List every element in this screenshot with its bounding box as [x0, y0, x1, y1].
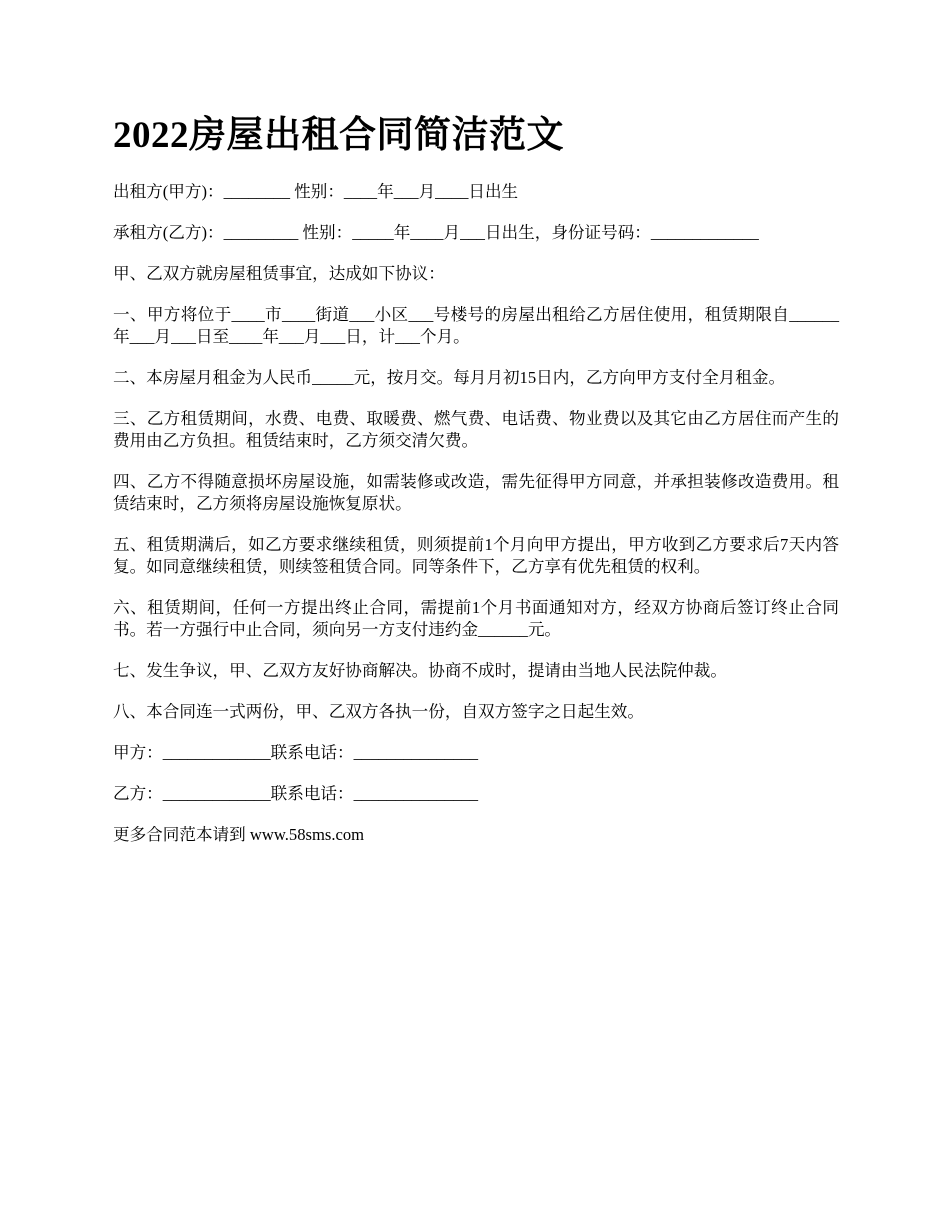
clause-8: 八、本合同连一式两份，甲、乙双方各执一份，自双方签字之日起生效。	[113, 702, 644, 721]
clause-3: 三、乙方租赁期间，水费、电费、取暖费、燃气费、电话费、物业费以及其它由乙方居住而产生的费用由乙方负担。租赁结束时，乙方须交清欠费。	[113, 409, 839, 450]
clause-5: 五、租赁期满后，如乙方要求继续租赁，则须提前1个月向甲方提出，甲方收到乙方要求后7天内答复。如同意继续租赁，则续签租赁合同。同等条件下，乙方享有优先租赁的权利。	[113, 535, 839, 576]
lessor-info: 出租方(甲方)：________ 性别：____年___月____日出生	[113, 182, 519, 201]
party-b-signature: 乙方：_____________联系电话：_______________	[113, 784, 479, 803]
clause-2: 二、本房屋月租金为人民币_____元，按月交。每月月初15日内，乙方向甲方支付全月租金。	[113, 368, 786, 387]
clause-7: 七、发生争议，甲、乙双方友好协商解决。协商不成时，提请由当地人民法院仲裁。	[113, 661, 727, 680]
document-title: 2022房屋出租合同简洁范文	[113, 115, 564, 156]
clause-1: 一、甲方将位于____市____街道___小区___号楼号的房屋出租给乙方居住使用，租赁期限自______年___月___日至____年___月___日，计___个月。	[113, 305, 839, 346]
agreement-intro: 甲、乙双方就房屋租赁事宜，达成如下协议：	[113, 264, 445, 283]
party-a-signature: 甲方：_____________联系电话：_______________	[113, 743, 479, 762]
lessee-info: 承租方(乙方)：_________ 性别：_____年____月___日出生，身份证号码：_____________	[113, 223, 759, 242]
clause-6: 六、租赁期间，任何一方提出终止合同，需提前1个月书面通知对方，经双方协商后签订终止合同书。若一方强行中止合同，须向另一方支付违约金______元。	[113, 598, 839, 639]
clause-4: 四、乙方不得随意损坏房屋设施，如需装修或改造，需先征得甲方同意，并承担装修改造费用。租赁结束时，乙方须将房屋设施恢复原状。	[113, 472, 839, 513]
document-page	[113, 110, 839, 865]
footer-link-text: 更多合同范本请到 www.58sms.com	[113, 825, 365, 844]
